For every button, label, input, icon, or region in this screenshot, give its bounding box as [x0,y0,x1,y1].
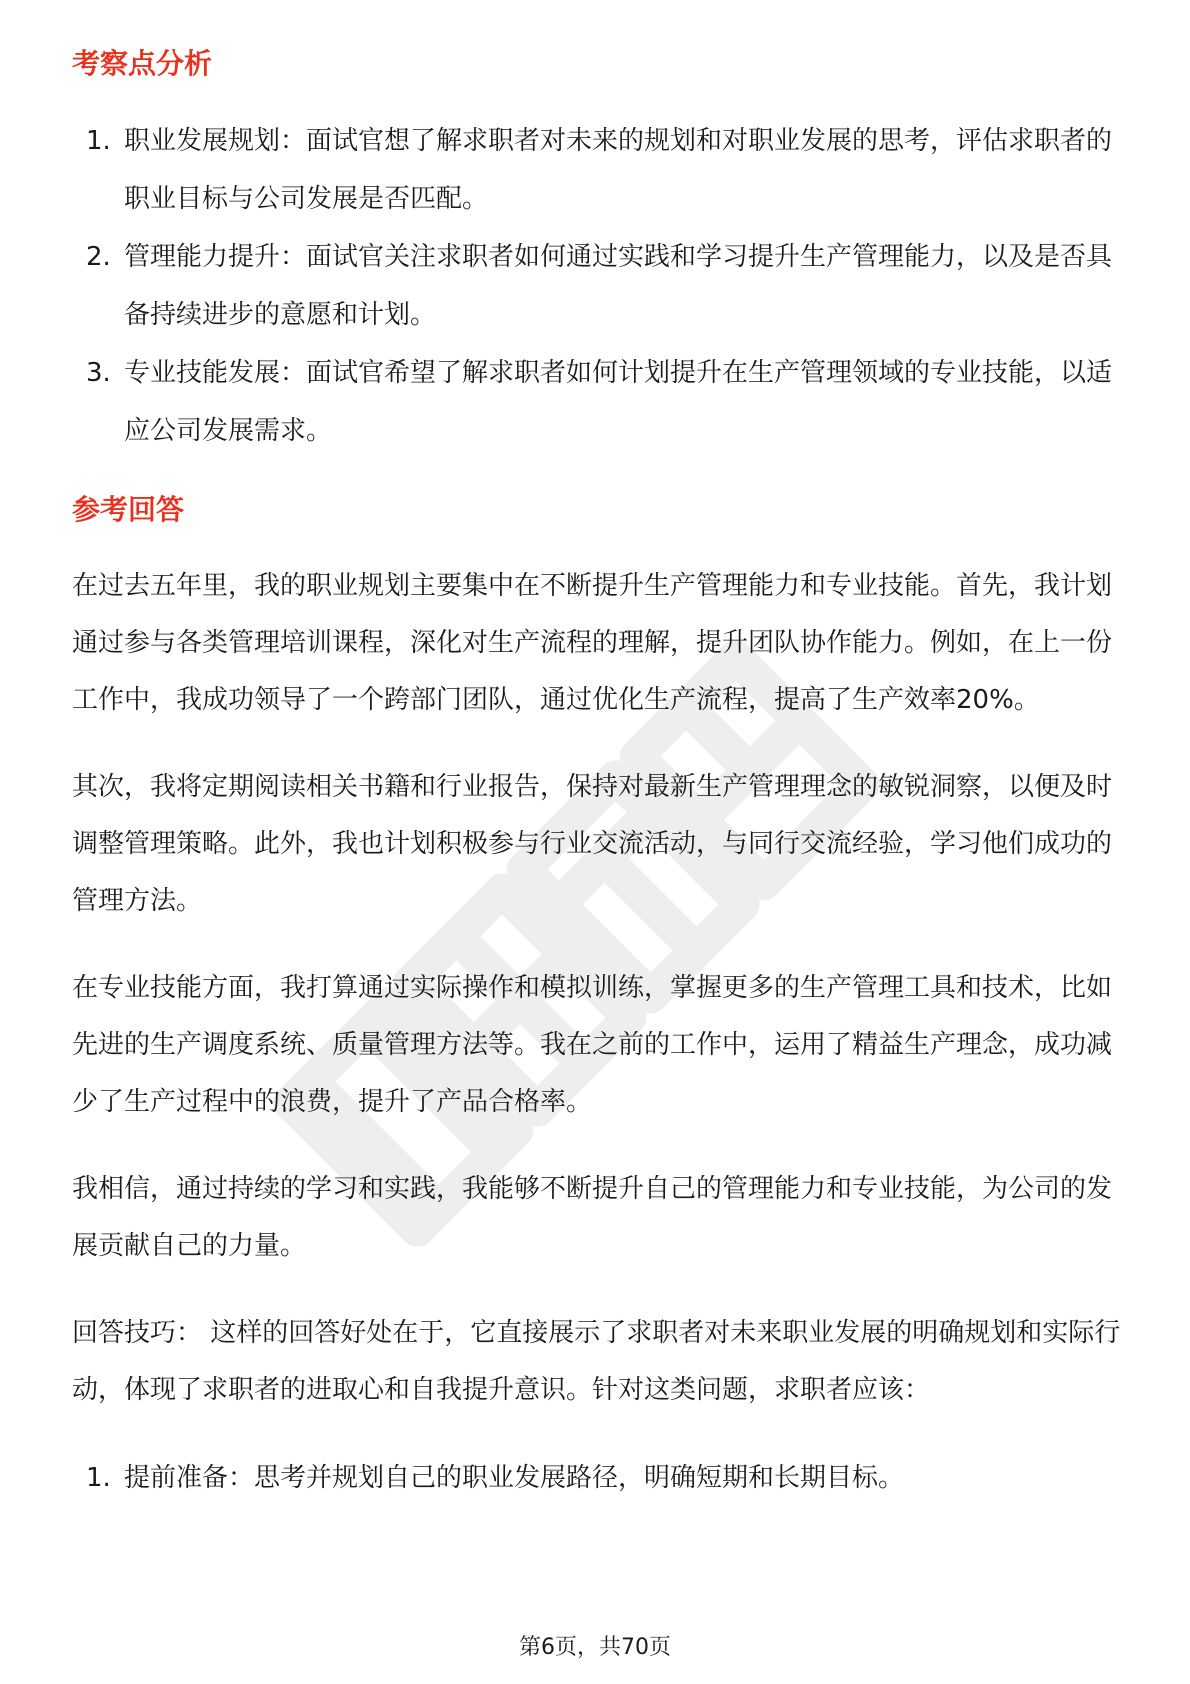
list-item-number: 1. [86,126,111,156]
list-item-number: 1. [86,1463,111,1493]
tips-list [72,1449,1122,1507]
answer-heading: 参考回答 [72,493,185,526]
answer-paragraph: 在过去五年里，我的职业规划主要集中在不断提升生产管理能力和专业技能。首先，我计划通过参与各类管理培训课程，深化对生产流程的理解，提升团队协作能力。例如，在上一份工作中，我成功领导了一个跨部门团队，通过优化生产流程，提高了生产效率20%。 [72,571,1113,715]
answer-paragraph: 在专业技能方面，我打算通过实际操作和模拟训练，掌握更多的生产管理工具和技术，比如先进的生产调度系统、质量管理方法等。我在之前的工作中，运用了精益生产理念，成功减少了生产过程中的浪费，提升了产品合格率。 [72,973,1113,1117]
list-item [72,344,1122,460]
list-item-number: 3. [86,358,111,388]
analysis-list [72,112,1122,460]
answer-tips-paragraph: 回答技巧： 这样的回答好处在于，它直接展示了求职者对未来职业发展的明确规划和实际行动，体现了求职者的进取心和自我提升意识。针对这类问题，求职者应该： [72,1318,1121,1405]
answer-paragraph: 我相信，通过持续的学习和实践，我能够不断提升自己的管理能力和专业技能，为公司的发展贡献自己的力量。 [72,1174,1113,1261]
page-content [72,44,1122,1507]
list-item-text: 提前准备：思考并规划自己的职业发展路径，明确短期和长期目标。 [124,1463,905,1493]
list-item [72,228,1122,344]
list-item [72,112,1122,228]
list-item-text: 管理能力提升：面试官关注求职者如何通过实践和学习提升生产管理能力，以及是否具备持续进步的意愿和计划。 [124,242,1113,330]
list-item [72,1449,1122,1507]
list-item-number: 2. [86,242,111,272]
page-number: 第6页，共70页 [519,1635,671,1660]
analysis-heading: 考察点分析 [72,47,213,80]
list-item-text: 职业发展规划：面试官想了解求职者对未来的规划和对职业发展的思考，评估求职者的职业目标与公司发展是否匹配。 [124,126,1113,214]
list-item-text: 专业技能发展：面试官希望了解求职者如何计划提升在生产管理领域的专业技能，以适应公司发展需求。 [124,358,1113,446]
answer-paragraph: 其次，我将定期阅读相关书籍和行业报告，保持对最新生产管理理念的敏锐洞察，以便及时调整管理策略。此外，我也计划积极参与行业交流活动，与同行交流经验，学习他们成功的管理方法。 [72,772,1113,916]
